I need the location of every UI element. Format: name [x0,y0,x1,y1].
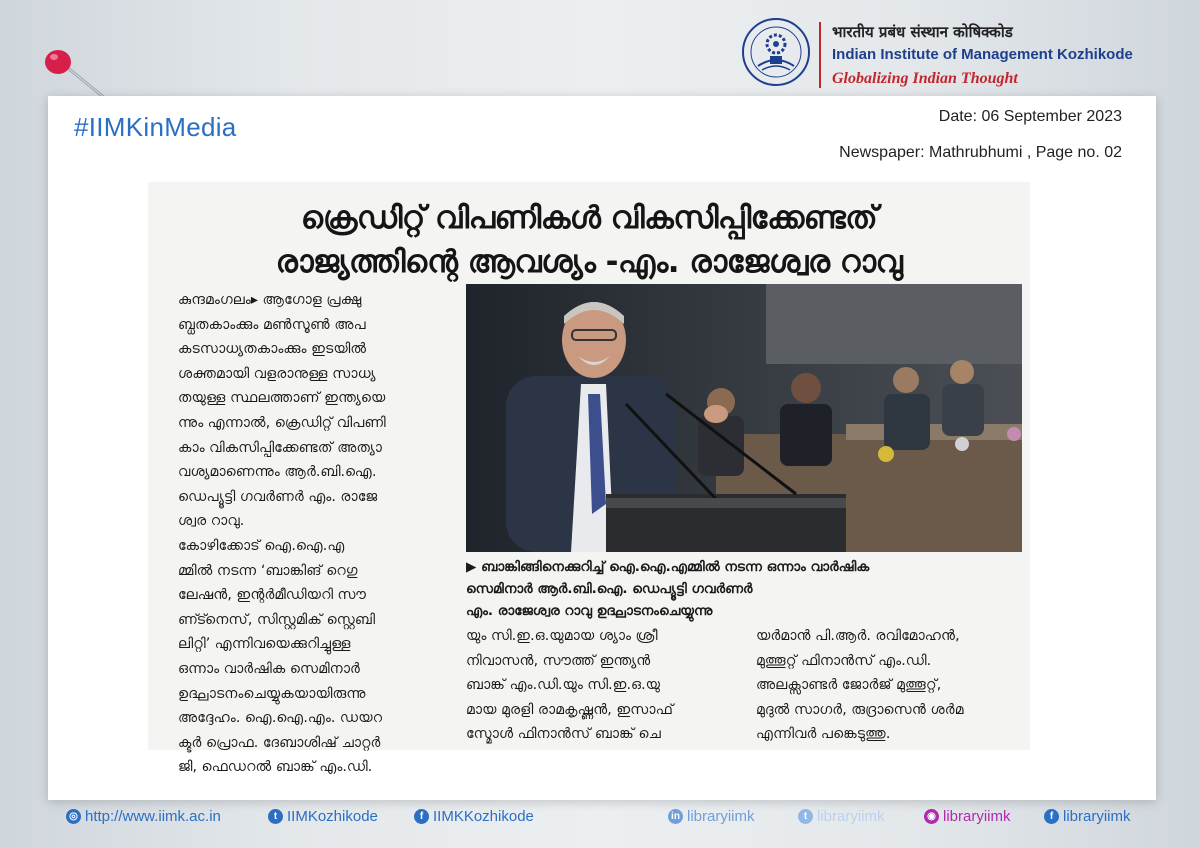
library-linkedin-link[interactable] [668,808,755,825]
iimk-logo [740,16,812,97]
library-facebook-link[interactable] [1044,808,1131,825]
institute-name-english: Indian Institute of Management Kozhikode [832,46,1133,63]
article-column-1: കുന്ദമംഗലം▸ ആഗോള പ്രക്ഷു ബ്ധതകാംക്കും മൺസൂൺ അപ കടസാധ്യതകാംക്കും ഇടയിൽ ശക്തമായി വളരാനുള്ള സാധ്യ തയുള്ള സ്ഥലത്താണ് ഇന്ത്യയെ ന്നും എന്നാൽ, ക്രെഡിറ്റ് വിപണി കാം വികസിപ്പിക്കേണ്ടത് അത്യാ വശ്യമാണെന്നും ആർ.ബി.ഐ. ഡെപ്യൂട്ടി ഗവർണർ എം. രാജേ ശ്വര റാവു. കോഴിക്കോട് ഐ.ഐ.എ മ്മിൽ നടന്ന ‘ബാങ്കിങ് റെഗു ലേഷൻ, ഇന്റർമീഡിയറി സൗ ണ്ട്നെസ്, സിസ്റ്റമിക് സ്റ്റെബി ലിറ്റി’ എന്നിവയെക്കുറിച്ചുള്ള ഒന്നാം വാർഷിക സെമിനാർ ഉദ്ഘാടനംചെയ്യുകയായിരുന്നു അദ്ദേഹം. ഐ.ഐ.എം. ഡയറ ക്ടർ പ്രൊഫ. ദേബാശിഷ് ചാറ്റർ ജി, ഫെഡറൽ ബാങ്ക് എം.ഡി. [178,292,386,776]
library-facebook-label: libraryiimk [1063,808,1131,825]
article-column-3: യർമാൻ പി.ആർ. രവിമോഹൻ, മുത്തൂറ്റ് ഫിനാൻസ് എം.ഡി. അലക്സാണ്ടർ ജോർജ് മുത്തൂറ്റ്, മുദുൽ സാഗർ, രുദ്രാസെൻ ശർമ എന്നിവർ പങ്കെടുത്തു. [756,628,964,743]
twitter-icon: t [268,809,283,824]
library-linkedin-label: libraryiimk [687,808,755,825]
twitter-link[interactable] [268,808,378,825]
newspaper-clipping [148,182,1030,776]
website-link[interactable] [66,808,221,825]
newspaper-source: Newspaper: Mathrubhumi , Page no. 02 [839,144,1122,161]
facebook-link-label: IIMKKozhikode [433,808,534,825]
institute-name-hindi: भारतीय प्रबंध संस्थान कोषिक्कोड [832,23,1013,41]
institute-tagline: Globalizing Indian Thought [832,70,1018,87]
twitter-icon: t [798,809,813,824]
facebook-icon: f [414,809,429,824]
hashtag-title: #IIMKinMedia [74,112,237,142]
headline-line-1: ക്രെഡിറ്റ് വിപണികൾ വികസിപ്പിക്കേണ്ടത് [300,200,878,236]
twitter-link-label: IIMKozhikode [287,808,378,825]
header-divider [819,22,821,88]
library-instagram-label: libraryiimk [943,808,1011,825]
seminar-photo [466,284,1022,552]
facebook-link[interactable] [414,808,534,825]
headline-line-2: രാജ്യത്തിന്റെ ആവശ്യം -എം. രാജേശ്വര റാവു [275,244,903,280]
linkedin-icon: in [668,809,683,824]
library-twitter-link[interactable] [798,808,885,825]
globe-icon: ◎ [66,809,81,824]
library-instagram-link[interactable] [924,808,1011,825]
publication-date: Date: 06 September 2023 [938,108,1122,125]
article-headline [148,196,1030,284]
library-twitter-label: libraryiimk [817,808,885,825]
website-link-label: http://www.iimk.ac.in [85,808,221,825]
facebook-icon: f [1044,809,1059,824]
photo-caption: ▶ ബാങ്കിങ്ങിനെക്കുറിച്ച് ഐ.ഐ.എമ്മിൽ നടന്ന ഒന്നാം വാർഷിക സെമിനാർ ആർ.ബി.ഐ. ഡെപ്യൂട്ടി ഗവർണർ എം. രാജേശ്വര റാവു ഉദ്ഘാടനംചെയ്യുന്നു [466,559,870,619]
article-column-2: യും സി.ഇ.ഒ.യുമായ ശ്യാം ശ്രീ നിവാസൻ, സൗത്ത് ഇന്ത്യൻ ബാങ്ക് എം.ഡി.യും സി.ഇ.ഒ.യു മായ മുരളി രാമകൃഷ്ണൻ, ഇസാഫ് സ്മോൾ ഫിനാൻസ് ബാങ്ക് ചെ [466,628,674,743]
instagram-icon: ◉ [924,809,939,824]
